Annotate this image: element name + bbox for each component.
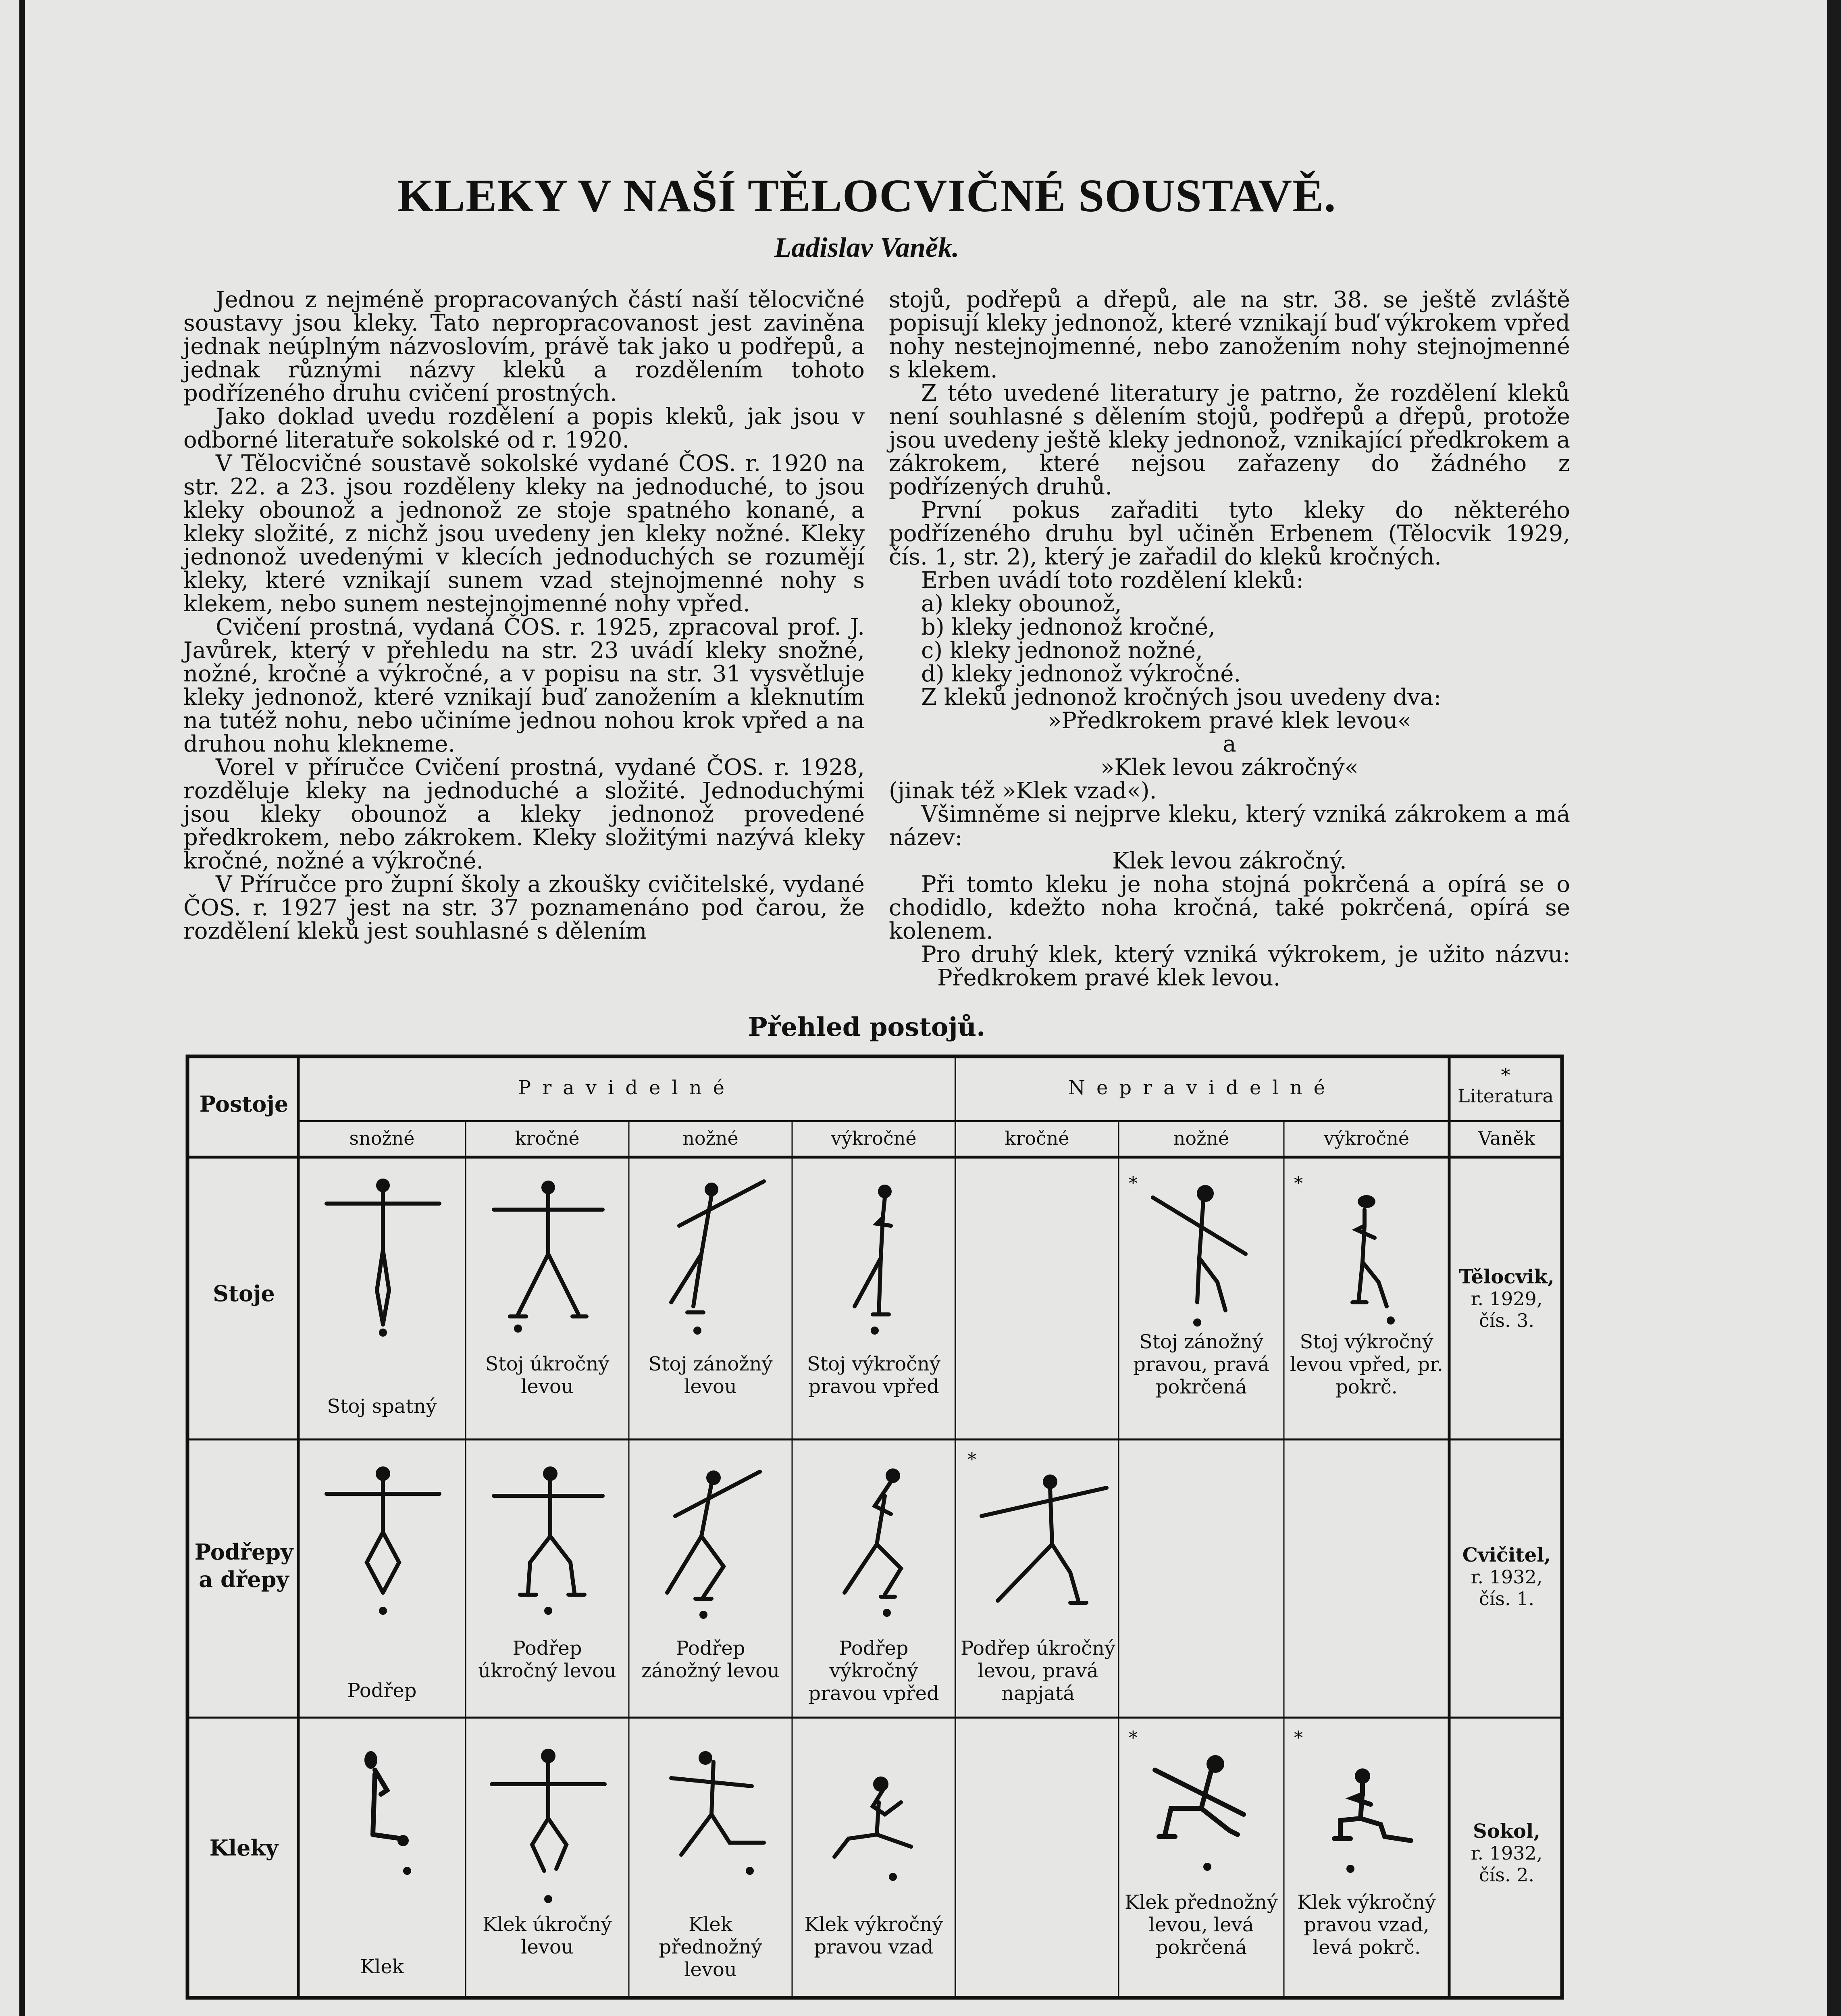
- paragraph: Z kleků jednonož kročných jsou uvedeny dva:: [921, 684, 1442, 710]
- subheader-vykrocne: výkročné: [831, 1127, 917, 1149]
- article-title: KLEKY V NAŠÍ TĚLOCVIČNÉ SOUSTAVĚ.: [397, 170, 1336, 222]
- literature-title: Cvičitel,: [1462, 1544, 1551, 1566]
- caption-stoj-spatny: Stoj spatný: [327, 1395, 437, 1418]
- star-marker: *: [967, 1450, 976, 1470]
- paragraph: V Příručce pro župní školy a zkoušky cvičitelské, vydané ČOS. r. 1927 jest na str. 37 poznamenáno pod čarou, že rozdělení kleků jest souhlasné s dělením: [183, 871, 865, 944]
- subheader-krocne-irregular: kročné: [1005, 1127, 1069, 1149]
- header-literature: * Literatura: [1458, 1064, 1554, 1107]
- caption-klek: Klek: [360, 1956, 404, 1978]
- paragraph: V Tělocvičné soustavě sokolské vydané ČOS. r. 1920 na str. 22. a 23. jsou rozděleny kleky na jednoduché, to jsou kleky obounož a jednonož ze stoje spatného konané, a kleky složité, z nichž jsou uvedeny jen kleky nožné. Kleky jednonož uvedenými v klecích jednoduchých se rozumějí kleky, které vznikají sunem vzad stejnojmenné nohy s klekem, nebo sunem nestejnojmenné nohy vpřed.: [183, 450, 865, 617]
- caption-stoj-vykrocny: Stoj výkročný pravou vpřed: [807, 1353, 941, 1398]
- star-marker: *: [1294, 1173, 1303, 1194]
- figure-podrep-zanozny: [643, 1456, 776, 1629]
- list-item: d) kleky jednonož výkročné.: [921, 661, 1241, 687]
- paragraph: Všimněme si nejprve kleku, který vzniká zákrokem a má název:: [889, 801, 1570, 851]
- figure-klek: [320, 1738, 449, 1907]
- caption-stoj-zanozny-pravou: Stoj zánožný pravou, pravá pokrčená: [1133, 1331, 1269, 1398]
- list-item: b) kleky jednonož kročné,: [921, 614, 1215, 640]
- figure-klek-prednozny-levou: [1127, 1738, 1276, 1907]
- paragraph: Při tomto kleku je noha stojná pokrčená a opírá se o chodidlo, kdežto noha kročná, také pokrčená, opírá se kolenem.: [889, 871, 1570, 944]
- paragraph: Cvičení prostná, vydaná ČOS. r. 1925, zpracoval prof. J. Javůrek, který v přehledu na str. 23 uvádí kleky snožné, nožné, kročné a výkročné, a v popisu na str. 31 vysvětluje kleky jednonož, které vznikají buď zanožením a kleknutím na tutéž nohu, nebo učiníme jednou nohou krok vpřed a na druhou nohu klekneme.: [183, 614, 865, 757]
- caption-stoj-ukrocny: Stoj úkročný levou: [485, 1353, 610, 1398]
- header-irregular: Nepravidelné: [1068, 1077, 1336, 1099]
- row-label-stoje: Stoje: [213, 1281, 275, 1306]
- list-item: c) kleky jednonož nožné,: [921, 637, 1203, 664]
- caption-stoj-vykrocny-levou: Stoj výkročný levou vpřed, pr. pokrč.: [1290, 1331, 1444, 1398]
- figure-podrep-vykrocny: [804, 1456, 937, 1629]
- literature-ref-stoje: [1453, 1266, 1560, 1331]
- figure-podrep: [316, 1456, 449, 1629]
- figure-stoj-vykrocny-levou: [1294, 1173, 1439, 1335]
- paragraph: Vorel v příručce Cvičení prostná, vydané ČOS. r. 1928, rozděluje kleky na jednoduché a složité. Jednoduchými jsou kleky obounož a kleky jednonož provedené předkrokem, nebo zákrokem. Kleky složitými nazývá kleky kročné, nožné a výkročné.: [183, 754, 865, 874]
- paragraph-text: Předkrokem pravé klek levou.: [937, 965, 1281, 991]
- list-item: a) kleky obounož,: [921, 591, 1122, 617]
- caption-podrep-vykrocny: Podřep výkročný pravou vpřed: [808, 1637, 939, 1705]
- figure-podrep-ukrocny-napjata: [965, 1472, 1115, 1617]
- figure-klek-ukrocny: [482, 1738, 615, 1907]
- figure-klek-vykrocny: [804, 1738, 937, 1907]
- paragraph: Jako doklad uvedu rozdělení a popis kleků, jak jsou v odborné literatuře sokolské od r. 1920.: [183, 404, 865, 453]
- figure-klek-prednozny: [643, 1738, 776, 1907]
- star-marker: *: [1129, 1173, 1138, 1194]
- paragraph: (jinak též »Klek vzad«).: [889, 778, 1157, 804]
- figure-stoj-zanozny: [643, 1169, 776, 1339]
- header-regular: Pravidelné: [518, 1077, 736, 1099]
- paragraph: Erben uvádí toto rozdělení kleků:: [921, 567, 1304, 594]
- paragraph: První pokus zařaditi tyto kleky do některého podřízeného druhu byl učiněn Erbenem (Tělocvik 1929, čís. 1, str. 2), který je zařadil do kleků kročných.: [889, 497, 1570, 570]
- subheader-nozne-irregular: nožné: [1173, 1127, 1229, 1149]
- row-label-podrepy: Podřepy a dřepy: [194, 1539, 293, 1592]
- star-marker: *: [1294, 1728, 1303, 1748]
- literature-title: Sokol,: [1473, 1820, 1540, 1843]
- right-column: [889, 288, 1570, 990]
- centered-line: »Předkrokem pravé klek levou«: [1047, 708, 1412, 734]
- figure-podrep-ukrocny: [482, 1456, 615, 1629]
- caption-klek-prednozny-levou: Klek přednožný levou, levá pokrčená: [1125, 1891, 1278, 1959]
- caption-klek-prednozny: Klek přednožný levou: [659, 1913, 762, 1981]
- caption-podrep-zanozny: Podřep zánožný levou: [641, 1637, 780, 1682]
- literature-detail: r. 1929, čís. 3.: [1471, 1288, 1543, 1331]
- caption-podrep-ukrocny: Podřep úkročný levou: [478, 1637, 616, 1682]
- figure-stoj-vykrocny: [804, 1169, 937, 1339]
- caption-podrep-ukrocny-napjata: Podřep úkročný levou, pravá napjatá: [960, 1637, 1116, 1705]
- caption-klek-ukrocny: Klek úkročný levou: [483, 1913, 612, 1958]
- caption-stoj-zanozny: Stoj zánožný levou: [648, 1353, 773, 1398]
- scan-border-right: [1827, 0, 1841, 2016]
- figure-stoj-zanozny-pravou: [1129, 1173, 1274, 1335]
- postures-table: [183, 1052, 1566, 2002]
- figure-klek-vykrocny-levou: [1294, 1738, 1443, 1907]
- centered-line: a: [1223, 731, 1236, 757]
- subheader-vykrocne-irregular: výkročné: [1323, 1127, 1410, 1149]
- subheader-snozne: snožné: [349, 1127, 415, 1149]
- subheader-nozne: nožné: [682, 1127, 738, 1149]
- star-marker: *: [1129, 1728, 1138, 1748]
- figure-stoj-spatny: [316, 1169, 449, 1339]
- literature-ref-podrepy: [1453, 1544, 1560, 1610]
- caption-klek-vykrocny-levou: Klek výkročný pravou vzad, levá pokrč.: [1297, 1891, 1436, 1959]
- figure-stoj-ukrocny: [482, 1169, 615, 1339]
- centered-line: »Klek levou zákročný«: [1100, 754, 1358, 781]
- table-heading: Přehled postojů.: [748, 1012, 986, 1042]
- header-literature-author: Vaněk: [1478, 1127, 1535, 1149]
- literature-detail: r. 1932, čís. 2.: [1471, 1842, 1543, 1886]
- paragraph: [889, 943, 1570, 990]
- article-author: Ladislav Vaněk.: [774, 232, 959, 263]
- caption-klek-vykrocny: Klek výkročný pravou vzad: [804, 1913, 943, 1958]
- paragraph: Jednou z nejméně propracovaných částí naší tělocvičné soustavy jsou kleky. Tato nepropracovanost jest zaviněna jednak neúplným názvoslovím, právě tak jako u podřepů, a jednak různými názvy kleků a rozdělením tohoto podřízeného druhu cvičení prostných.: [183, 287, 865, 406]
- literature-title: Tělocvik,: [1459, 1266, 1554, 1288]
- paragraph: Z této uvedené literatury je patrno, že rozdělení kleků není souhlasné s dělením stojů, podřepů a dřepů, protože jsou uvedeny ještě kleky jednonož, vznikající předkrokem a zákrokem, které nejsou zařazeny do žádného z podřízených druhů.: [889, 380, 1570, 500]
- caption-podrep: Podřep: [347, 1679, 417, 1702]
- left-column: [183, 288, 865, 943]
- header-postoje: Postoje: [199, 1091, 289, 1117]
- centered-line: Klek levou zákročný.: [1112, 848, 1347, 874]
- paragraph-text: Pro druhý klek, který vzniká výkrokem, je užito názvu:: [921, 941, 1570, 968]
- subheader-krocne: kročné: [515, 1127, 580, 1149]
- literature-ref-kleky: [1453, 1820, 1560, 1886]
- paragraph: stojů, podřepů a dřepů, ale na str. 38. se ještě zvláště popisují kleky jednonož, které vznikají buď výkrokem vpřed nohy nestejnojmenné, nebo zanožením nohy stejnojmenné s klekem.: [889, 287, 1570, 383]
- literature-detail: r. 1932, čís. 1.: [1471, 1566, 1543, 1610]
- row-label-kleky: Kleky: [209, 1835, 279, 1861]
- scan-border-left: [19, 0, 25, 2016]
